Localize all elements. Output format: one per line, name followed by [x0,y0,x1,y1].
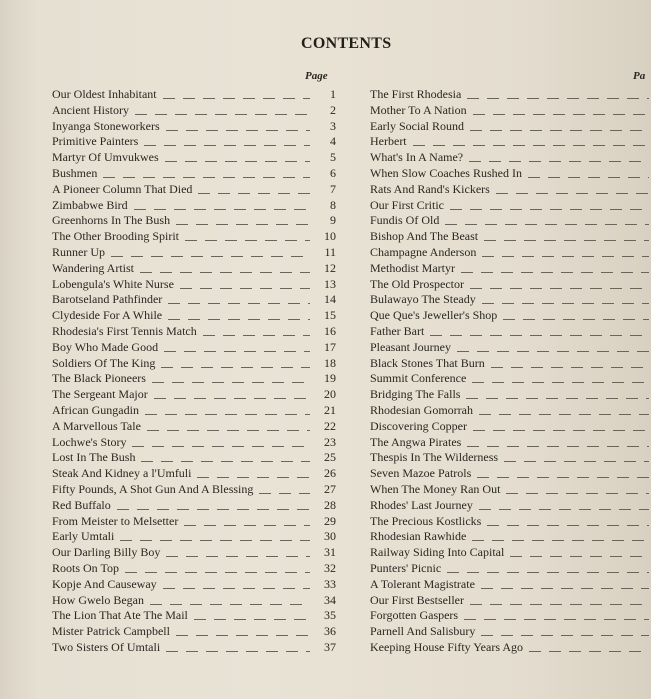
leader-dots [528,166,649,182]
leader-dots [184,514,310,530]
toc-entry-title: Martyr Of Umvukwes [52,150,159,165]
toc-entry [52,640,342,656]
leader-dots [150,593,310,609]
toc-entry [52,308,342,324]
toc-entry [370,292,651,308]
toc-entry-page: 22 [324,418,336,433]
toc-entry [370,624,651,640]
toc-entry-page: 6 [330,165,336,180]
toc-entry [52,103,342,119]
leader-dots [491,356,649,372]
leader-dots [166,545,310,561]
toc-entry-title: Boy Who Made Good [52,339,159,354]
toc-entry [52,371,342,387]
leader-dots [120,529,310,545]
toc-entry-title: The Sergeant Major [52,387,148,402]
toc-entry-page: 13 [324,276,336,291]
toc-entry-title: Lost In The Bush [52,450,136,465]
leader-dots [147,419,310,435]
toc-entry-page: 30 [324,529,336,544]
toc-entry-title: Seven Mazoe Patrols [370,466,472,481]
toc-entry [370,198,651,214]
toc-entry [370,245,651,261]
leader-dots [152,371,310,387]
toc-entry-page: 17 [324,339,336,354]
toc-entry [370,640,651,656]
leader-dots [166,119,310,135]
toc-entry [52,435,342,451]
toc-entry-title: When Slow Coaches Rushed In [370,165,522,180]
leader-dots [166,640,310,656]
toc-entry [52,261,342,277]
leader-dots [141,450,310,466]
toc-entry-title: Our Darling Billy Boy [52,545,161,560]
toc-entry-title: When The Money Ran Out [370,481,501,496]
toc-entry-page: 15 [324,308,336,323]
leader-dots [163,577,310,593]
toc-entry-page: 4 [330,134,336,149]
toc-entry-title: Discovering Copper [370,418,467,433]
toc-entry [370,450,651,466]
toc-entry-title: Roots On Top [52,560,119,575]
leader-dots [467,87,649,103]
leader-dots [103,166,310,182]
toc-entry-page: 21 [324,402,336,417]
toc-entry-title: Lobengula's White Nurse [52,276,174,291]
contents-list-right [370,87,651,656]
leader-dots [259,482,310,498]
toc-entry-title: Punters' Picnic [370,560,442,575]
toc-entry-title: Railway Siding Into Capital [370,545,505,560]
toc-entry-page: 16 [324,323,336,338]
leader-dots [477,466,649,482]
leader-dots [117,498,310,514]
toc-entry-title: Runner Up [52,244,105,259]
toc-entry [52,166,342,182]
toc-entry-title: The Lion That Ate The Mail [52,608,188,623]
leader-dots [473,419,649,435]
toc-entry-title: Kopje And Causeway [52,576,157,591]
page-column-header-right: Pa [633,70,646,82]
toc-entry [52,482,342,498]
leader-dots [469,150,649,166]
leader-dots [445,213,649,229]
toc-entry-title: Rhodesian Rawhide [370,529,467,544]
toc-entry-title: African Gungadin [52,402,139,417]
leader-dots [198,182,310,198]
toc-entry [370,577,651,593]
toc-entry [52,403,342,419]
toc-entry-page: 3 [330,118,336,133]
toc-entry [52,150,342,166]
toc-entry-title: Fundis Of Old [370,213,440,228]
toc-entry-page: 19 [324,371,336,386]
toc-entry-title: Bushmen [52,165,98,180]
toc-entry-title: The Precious Kostlicks [370,513,482,528]
toc-entry [370,608,651,624]
leader-dots [413,134,649,150]
leader-dots [176,213,310,229]
toc-entry [52,466,342,482]
toc-entry [52,229,342,245]
toc-entry-title: The Other Brooding Spirit [52,229,179,244]
toc-entry [370,277,651,293]
page-column-header: Page [305,70,328,82]
toc-entry [370,371,651,387]
toc-entry-title: Early Social Round [370,118,464,133]
toc-entry-title: Methodist Martyr [370,260,455,275]
leader-dots [176,624,310,640]
toc-entry-title: Que Que's Jeweller's Shop [370,308,498,323]
leader-dots [168,292,310,308]
leader-dots [470,119,649,135]
toc-entry [52,450,342,466]
toc-entry [52,419,342,435]
toc-entry [370,103,651,119]
toc-entry-page: 7 [330,181,336,196]
toc-entry [52,245,342,261]
toc-entry-page: 10 [324,229,336,244]
leader-dots [134,198,310,214]
leader-dots [145,403,310,419]
toc-entry-page: 2 [330,102,336,117]
toc-entry [52,198,342,214]
toc-entry-title: A Marvellous Tale [52,418,141,433]
leader-dots [450,198,649,214]
toc-entry [52,182,342,198]
toc-entry-title: Red Buffalo [52,497,111,512]
toc-entry-title: A Pioneer Column That Died [52,181,193,196]
toc-entry-title: Clydeside For A While [52,308,163,323]
toc-entry-title: Our First Bestseller [370,592,464,607]
leader-dots [135,103,310,119]
toc-entry-page: 23 [324,434,336,449]
toc-entry-title: Our Oldest Inhabitant [52,87,157,101]
toc-entry-page: 11 [324,244,336,259]
toc-entry [52,87,342,103]
toc-entry [370,324,651,340]
toc-entry [370,529,651,545]
leader-dots [510,545,649,561]
leader-dots [185,229,310,245]
toc-entry [52,545,342,561]
leader-dots [464,608,649,624]
leader-dots [467,435,649,451]
toc-entry-title: The Old Prospector [370,276,464,291]
toc-entry [52,577,342,593]
toc-entry-page: 27 [324,481,336,496]
toc-entry-title: Rhodes' Last Journey [370,497,473,512]
toc-entry-title: Father Bart [370,323,425,338]
leader-dots [165,150,310,166]
toc-entry-page: 9 [330,213,336,228]
leader-dots [111,245,310,261]
toc-entry-page: 36 [324,624,336,639]
toc-entry [52,514,342,530]
toc-entry-page: 34 [324,592,336,607]
leader-dots [457,340,649,356]
toc-entry-page: 5 [330,150,336,165]
toc-entry-page: 8 [330,197,336,212]
toc-entry-title: A Tolerant Magistrate [370,576,475,591]
leader-dots [140,261,310,277]
toc-entry-title: Soldiers Of The King [52,355,156,370]
toc-entry [52,529,342,545]
toc-entry-title: From Meister to Melsetter [52,513,179,528]
toc-entry [370,213,651,229]
leader-dots [168,308,310,324]
toc-entry-title: Pleasant Journey [370,339,451,354]
toc-entry-page: 32 [324,560,336,575]
toc-entry [52,624,342,640]
toc-entry [52,277,342,293]
toc-entry-title: Champagne Anderson [370,244,477,259]
toc-entry-title: Black Stones That Burn [370,355,485,370]
toc-entry [370,387,651,403]
toc-entry-title: Steak And Kidney a l'Umfuli [52,466,192,481]
toc-entry-title: What's In A Name? [370,150,464,165]
leader-dots [496,182,649,198]
toc-entry [370,166,651,182]
toc-entry-title: Greenhorns In The Bush [52,213,171,228]
toc-entry [52,340,342,356]
leader-dots [473,103,649,119]
toc-entry-page: 1 [330,87,336,101]
toc-entry [370,403,651,419]
leader-dots [529,640,649,656]
leader-dots [194,608,310,624]
leader-dots [503,308,649,324]
toc-entry-page: 14 [324,292,336,307]
toc-entry [370,466,651,482]
toc-entry-title: Bishop And The Beast [370,229,479,244]
leader-dots [487,514,649,530]
toc-entry-title: Bulawayo The Steady [370,292,476,307]
toc-entry [370,482,651,498]
toc-entry-page: 29 [324,513,336,528]
leader-dots [161,356,310,372]
toc-entry [370,150,651,166]
toc-entry [52,498,342,514]
leader-dots [430,324,649,340]
leader-dots [481,624,649,640]
toc-entry-title: Lochwe's Story [52,434,127,449]
toc-entry-page: 31 [324,545,336,560]
leader-dots [504,450,649,466]
leader-dots [482,245,649,261]
toc-entry [370,87,651,103]
leader-dots [163,87,310,103]
toc-entry-title: Keeping House Fifty Years Ago [370,639,523,654]
toc-entry [370,356,651,372]
toc-entry [52,608,342,624]
toc-entry-page: 26 [324,466,336,481]
toc-entry [52,213,342,229]
toc-entry-title: Forgotten Gaspers [370,608,459,623]
toc-entry-title: Rhodesian Gomorrah [370,402,473,417]
toc-entry [370,134,651,150]
toc-entry-title: Rhodesia's First Tennis Match [52,323,197,338]
toc-entry-title: Early Umtali [52,529,115,544]
toc-entry-title: Our First Critic [370,197,444,212]
leader-dots [164,340,310,356]
toc-entry [370,229,651,245]
toc-entry [370,561,651,577]
toc-entry-page: 12 [324,260,336,275]
toc-entry-title: Mother To A Nation [370,102,467,117]
leader-dots [466,387,649,403]
leader-dots [484,229,649,245]
toc-entry [370,498,651,514]
leader-dots [472,371,649,387]
contents-list-left [52,87,342,656]
leader-dots [154,387,310,403]
toc-entry-title: Barotseland Pathfinder [52,292,163,307]
leader-dots [144,134,310,150]
toc-entry-title: The Black Pioneers [52,371,146,386]
toc-entry-title: Rats And Rand's Kickers [370,181,490,196]
toc-entry-title: Summit Conference [370,371,467,386]
leader-dots [180,277,310,293]
leader-dots [470,277,649,293]
leader-dots [197,466,310,482]
toc-entry [52,356,342,372]
toc-entry [370,545,651,561]
leader-dots [479,498,649,514]
toc-entry-page: 28 [324,497,336,512]
toc-entry-page: 25 [324,450,336,465]
toc-entry-page: 18 [324,355,336,370]
toc-entry-page: 35 [324,608,336,623]
page-title: CONTENTS [301,35,392,52]
toc-entry [52,324,342,340]
leader-dots [482,292,649,308]
toc-entry-page: 20 [324,387,336,402]
toc-entry-title: Two Sisters Of Umtali [52,639,161,654]
leader-dots [479,403,649,419]
toc-entry [52,561,342,577]
toc-entry-title: Primitive Painters [52,134,139,149]
toc-entry [52,593,342,609]
toc-entry-page: 33 [324,576,336,591]
toc-entry-title: Thespis In The Wilderness [370,450,499,465]
leader-dots [203,324,310,340]
toc-entry-title: Bridging The Falls [370,387,461,402]
toc-entry [370,182,651,198]
toc-entry [370,261,651,277]
leader-dots [132,435,310,451]
toc-entry [370,419,651,435]
toc-entry-title: Herbert [370,134,407,149]
toc-entry [370,340,651,356]
toc-entry-title: How Gwelo Began [52,592,144,607]
toc-entry-title: Ancient History [52,102,129,117]
toc-entry-title: Mister Patrick Campbell [52,624,170,639]
toc-entry-title: Wandering Artist [52,260,135,275]
toc-entry-title: Inyanga Stoneworkers [52,118,160,133]
toc-entry [52,134,342,150]
toc-entry [370,514,651,530]
toc-entry [52,119,342,135]
leader-dots [447,561,649,577]
toc-entry-title: Parnell And Salisbury [370,624,476,639]
toc-entry-page: 37 [324,639,336,654]
leader-dots [481,577,649,593]
toc-entry [370,435,651,451]
toc-entry [52,292,342,308]
toc-entry-title: The First Rhodesia [370,87,462,101]
leader-dots [470,593,649,609]
leader-dots [472,529,649,545]
leader-dots [506,482,649,498]
toc-entry [370,119,651,135]
toc-entry-title: The Angwa Pirates [370,434,462,449]
toc-entry [52,387,342,403]
toc-entry-title: Zimbabwe Bird [52,197,128,212]
toc-entry-title: Fifty Pounds, A Shot Gun And A Blessing [52,481,254,496]
leader-dots [125,561,310,577]
toc-entry [370,308,651,324]
toc-entry [370,593,651,609]
leader-dots [461,261,649,277]
